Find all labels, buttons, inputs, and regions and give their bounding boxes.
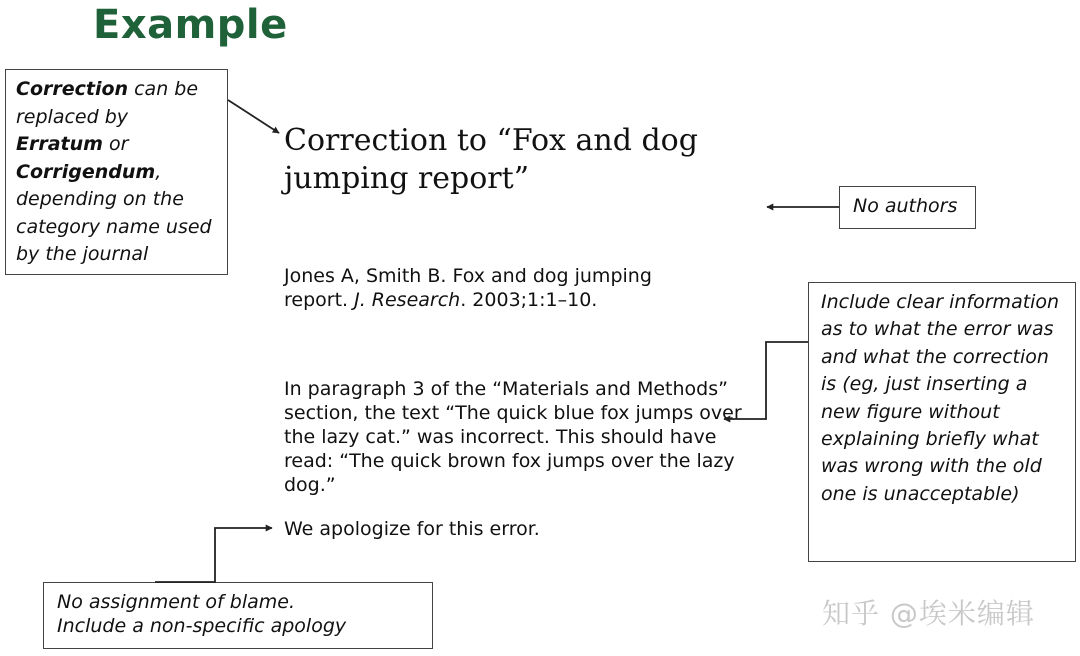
correction-heading: Correction to “Fox and dog jumping report”	[284, 123, 698, 196]
citation-journal: J. Research	[354, 289, 461, 311]
blame-note-line-2: Include a non-specific apology	[57, 615, 347, 637]
page-title: Example	[93, 2, 288, 48]
correction-term: Correction	[16, 78, 129, 100]
arrow-to-heading	[228, 100, 279, 133]
note-text-3: , depending on the category name used by the journal	[16, 160, 212, 265]
erratum-term: Erratum	[16, 133, 103, 155]
blame-note-line-1: No assignment of blame.	[57, 591, 296, 613]
arrow-to-apology	[155, 528, 272, 582]
clear-information-note: Include clear information as to what the error was and what the correction is (eg, just inserting a new figure without explaining briefly what was wrong with the old one is unacceptable)	[808, 282, 1076, 562]
corrigendum-term: Corrigendum	[16, 160, 156, 183]
correction-paragraph: In paragraph 3 of the “Materials and Methods” section, the text “The quick blue fox jumps over the lazy cat.” was incorrect. This should have read: “The quick brown fox jumps over the lazy dog.”	[284, 378, 742, 496]
apology-text: We apologize for this error.	[284, 518, 540, 540]
citation-authors: Jones A, Smith B. Fox and dog jumping report.	[284, 265, 652, 311]
note-text-2: or	[102, 133, 129, 155]
no-authors-note: No authors	[839, 186, 976, 229]
citation-details: . 2003;1:1–10.	[460, 289, 598, 311]
arrow-to-paragraph	[724, 342, 808, 419]
watermark: 知乎 @埃米编辑	[822, 597, 1035, 630]
note-text-1: can be replaced by	[16, 78, 199, 128]
